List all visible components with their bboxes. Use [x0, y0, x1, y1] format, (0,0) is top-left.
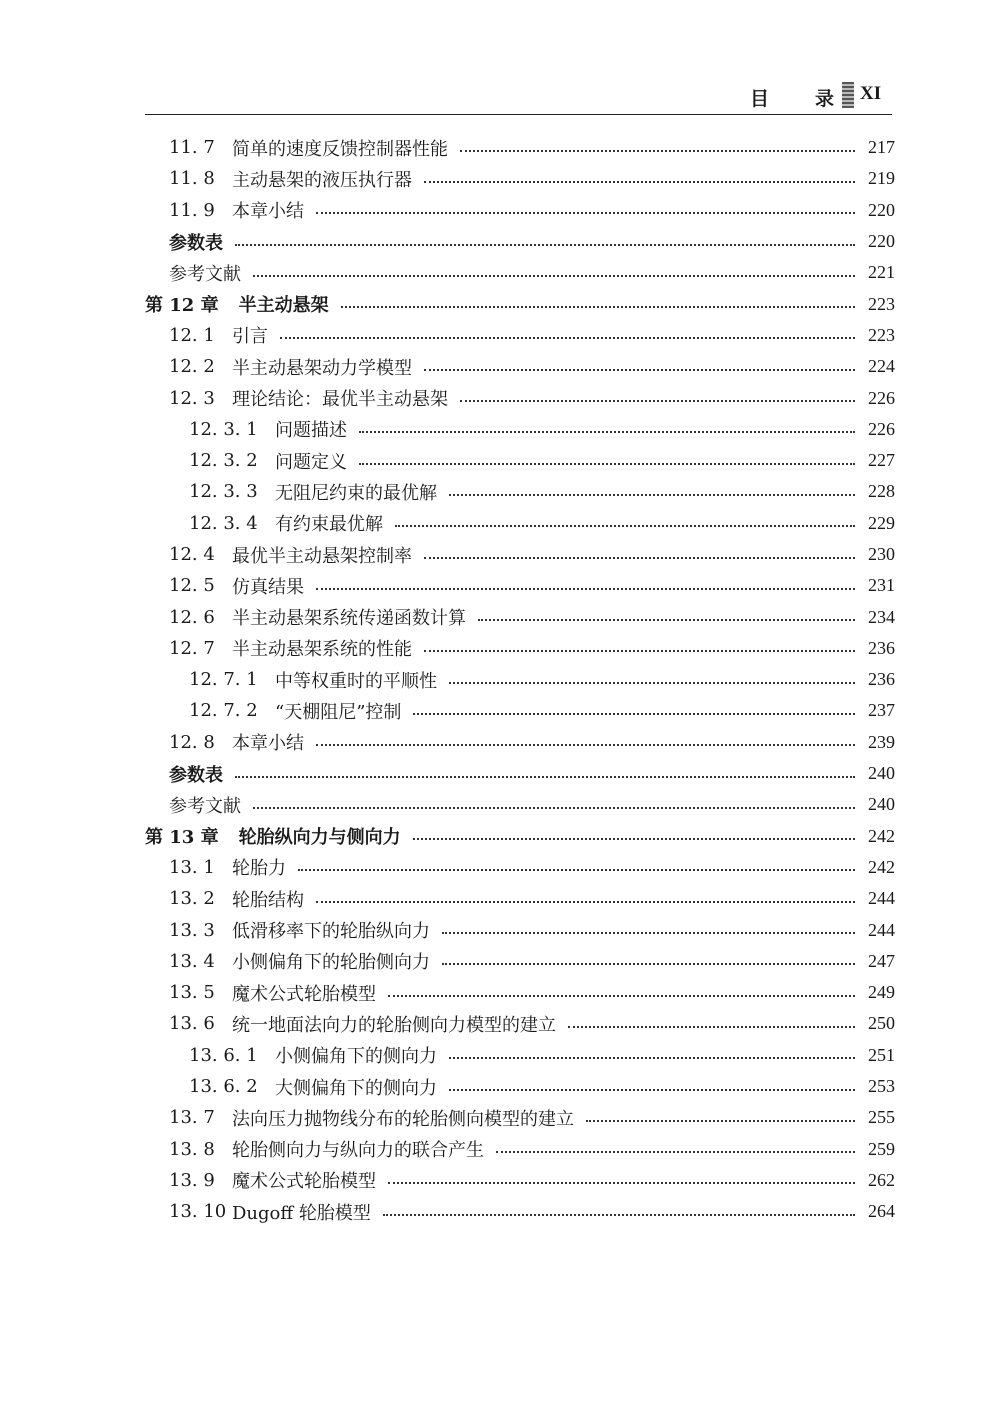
toc-entry[interactable] [145, 633, 895, 664]
toc-entry-number: 13. 8 [169, 1138, 215, 1160]
toc-entry-number: 13. 7 [169, 1107, 215, 1129]
toc-entry-page: 242 [868, 825, 895, 846]
toc-entry-title: 小侧偏角下的侧向力 [275, 1046, 437, 1068]
toc-entry-page: 231 [868, 575, 895, 596]
header-rule [145, 114, 892, 115]
toc-entry-title: 小侧偏角下的轮胎侧向力 [232, 952, 430, 974]
toc-entry-number: 12. 5 [169, 575, 215, 597]
toc-entry-title: 法向压力抛物线分布的轮胎侧向模型的建立 [232, 1108, 574, 1130]
toc-entry-page: 244 [868, 888, 895, 909]
toc-entry-page: 236 [868, 669, 895, 690]
toc-entry-page: 224 [868, 356, 895, 377]
toc-leader-dots [424, 181, 855, 183]
toc-entry-title: 大侧偏角下的侧向力 [275, 1077, 437, 1099]
toc-entry-number: 13. 2 [169, 888, 215, 910]
toc-entry-title: 半主动悬架动力学模型 [232, 357, 412, 379]
toc-entry-number: 12. 7. 1 [189, 669, 258, 691]
toc-leader-dots [460, 400, 855, 402]
toc-entry-page: 220 [868, 231, 895, 252]
toc-leader-dots [341, 306, 855, 308]
toc-entry-title: 半主动悬架系统传递函数计算 [232, 608, 466, 630]
toc-entry-title: 魔术公式轮胎模型 [232, 1171, 376, 1193]
toc-entry-title: 本章小结 [232, 201, 304, 223]
toc-entry-number: 12. 3. 2 [189, 450, 258, 472]
toc-entry-page: 226 [868, 418, 895, 439]
toc-leader-dots [316, 901, 855, 903]
toc-entry[interactable] [145, 414, 895, 445]
toc-entry-page: 249 [868, 982, 895, 1003]
table-of-contents [145, 132, 895, 1227]
toc-leader-dots [316, 588, 855, 590]
toc-entry-number: 13. 5 [169, 982, 215, 1004]
toc-entry[interactable] [145, 508, 895, 539]
toc-entry[interactable] [145, 476, 895, 507]
toc-leader-dots [424, 369, 855, 371]
toc-entry[interactable] [145, 226, 895, 257]
toc-entry-title: 最优半主动悬架控制率 [232, 545, 412, 567]
toc-leader-dots [388, 1182, 855, 1184]
toc-entry[interactable] [145, 789, 895, 820]
toc-entry-title: 中等权重时的平顺性 [275, 670, 437, 692]
toc-entry[interactable] [145, 1102, 895, 1133]
toc-leader-dots [253, 275, 855, 277]
toc-entry[interactable] [145, 351, 895, 382]
toc-leader-dots [383, 1214, 855, 1216]
toc-entry-page: 264 [868, 1201, 895, 1222]
toc-entry[interactable] [145, 664, 895, 695]
toc-entry[interactable] [145, 601, 895, 632]
toc-entry-number: 12. 7 [169, 637, 215, 659]
toc-entry-number: 12. 3. 3 [189, 481, 258, 503]
toc-entry-number: 12. 3. 4 [189, 512, 258, 534]
toc-entry-page: 253 [868, 1076, 895, 1097]
toc-leader-dots [568, 1026, 855, 1028]
toc-leader-dots [442, 963, 855, 965]
toc-entry-number: 11. 8 [169, 168, 215, 190]
toc-entry-page: 226 [868, 387, 895, 408]
toc-entry[interactable] [145, 883, 895, 914]
toc-entry[interactable] [145, 758, 895, 789]
toc-entry-page: 262 [868, 1169, 895, 1190]
toc-entry-title: 轮胎侧向力与纵向力的联合产生 [232, 1140, 484, 1162]
toc-entry[interactable] [145, 977, 895, 1008]
toc-entry-page: 240 [868, 794, 895, 815]
toc-entry-title: 半主动悬架系统的性能 [232, 639, 412, 661]
toc-leader-dots [316, 744, 855, 746]
toc-entry[interactable] [145, 1134, 895, 1165]
toc-entry-title: 无阻尼约束的最优解 [275, 482, 437, 504]
toc-leader-dots [442, 932, 855, 934]
toc-leader-dots [478, 619, 855, 621]
toc-entry-page: 242 [868, 856, 895, 877]
toc-entry-number: 第 13 章 [145, 827, 219, 849]
toc-entry-page: 240 [868, 763, 895, 784]
toc-entry-title: 参数表 [169, 764, 223, 786]
toc-entry-page: 220 [868, 199, 895, 220]
toc-entry[interactable] [145, 727, 895, 758]
toc-leader-dots [235, 244, 855, 246]
toc-entry-page: 259 [868, 1138, 895, 1159]
toc-entry[interactable] [145, 539, 895, 570]
toc-entry-page: 244 [868, 919, 895, 940]
toc-entry-page: 247 [868, 950, 895, 971]
toc-entry-title: 魔术公式轮胎模型 [232, 983, 376, 1005]
toc-leader-dots [359, 463, 855, 465]
toc-entry-number: 12. 2 [169, 356, 215, 378]
toc-entry[interactable] [145, 914, 895, 945]
toc-leader-dots [460, 150, 855, 152]
toc-chapter-entry[interactable] [145, 288, 895, 319]
toc-entry-title: 轮胎力 [232, 858, 286, 880]
toc-entry-title: Dugoff 轮胎模型 [232, 1202, 371, 1224]
header-title-char-1: 目 [750, 88, 770, 110]
toc-entry-title: 参考文献 [169, 263, 241, 285]
toc-entry-title: 半主动悬架 [238, 295, 329, 317]
toc-entry-number: 11. 7 [169, 137, 215, 159]
toc-entry-number: 13. 6. 2 [189, 1076, 258, 1098]
toc-entry-title: 问题描述 [275, 420, 347, 442]
toc-entry[interactable] [145, 1071, 895, 1102]
toc-entry-number: 13. 3 [169, 919, 215, 941]
toc-entry-number: 12. 7. 2 [189, 700, 258, 722]
toc-leader-dots [449, 1057, 855, 1059]
toc-entry-page: 221 [868, 262, 895, 283]
toc-entry-number: 12. 3 [169, 387, 215, 409]
toc-chapter-entry[interactable] [145, 821, 895, 852]
toc-entry-title: 参数表 [169, 232, 223, 254]
toc-leader-dots [235, 776, 855, 778]
toc-entry-number: 第 12 章 [145, 295, 219, 317]
toc-leader-dots [253, 807, 855, 809]
toc-entry-number: 11. 9 [169, 199, 215, 221]
toc-leader-dots [359, 431, 855, 433]
toc-entry-title: 主动悬架的液压执行器 [232, 169, 412, 191]
toc-leader-dots [586, 1120, 855, 1122]
toc-leader-dots [280, 337, 855, 339]
toc-entry-number: 13. 9 [169, 1169, 215, 1191]
toc-entry-page: 223 [868, 293, 895, 314]
header-page-number: XI [860, 83, 882, 104]
toc-entry-title: 有约束最优解 [275, 514, 383, 536]
toc-entry[interactable] [145, 257, 895, 288]
toc-entry[interactable] [145, 1008, 895, 1039]
toc-entry-page: 217 [868, 137, 895, 158]
toc-entry[interactable] [145, 1165, 895, 1196]
toc-entry-page: 234 [868, 606, 895, 627]
page-header [145, 78, 892, 114]
toc-entry-title: 本章小结 [232, 733, 304, 755]
toc-entry-title: 问题定义 [275, 451, 347, 473]
toc-entry-page: 250 [868, 1013, 895, 1034]
toc-entry-number: 13. 4 [169, 950, 215, 972]
toc-entry-title: “天棚阻尼”控制 [275, 701, 402, 723]
toc-entry[interactable] [145, 163, 895, 194]
toc-entry[interactable] [145, 382, 895, 413]
toc-entry-page: 219 [868, 168, 895, 189]
toc-entry-number: 13. 1 [169, 856, 215, 878]
toc-entry-page: 229 [868, 512, 895, 533]
toc-entry-number: 13. 6. 1 [189, 1044, 258, 1066]
toc-leader-dots [449, 494, 855, 496]
toc-entry[interactable] [145, 320, 895, 351]
toc-entry[interactable] [145, 1196, 895, 1227]
toc-entry-number: 12. 3. 1 [189, 418, 258, 440]
toc-entry[interactable] [145, 946, 895, 977]
toc-entry-number: 12. 4 [169, 544, 215, 565]
toc-entry-title: 轮胎纵向力与侧向力 [238, 827, 401, 849]
toc-entry[interactable] [145, 695, 895, 726]
toc-leader-dots [424, 650, 855, 652]
toc-entry-number: 12. 1 [169, 324, 215, 346]
toc-entry-title: 仿真结果 [232, 576, 304, 598]
toc-entry[interactable] [145, 570, 895, 601]
toc-entry-page: 236 [868, 637, 895, 658]
toc-entry-page: 251 [868, 1044, 895, 1065]
toc-entry-title: 统一地面法向力的轮胎侧向力模型的建立 [232, 1014, 556, 1036]
toc-leader-dots [449, 1089, 855, 1091]
toc-entry-page: 227 [868, 450, 895, 471]
toc-entry-page: 230 [868, 544, 895, 564]
toc-entry-title: 轮胎结构 [232, 889, 304, 911]
toc-entry[interactable] [145, 132, 895, 163]
toc-entry-title: 简单的速度反馈控制器性能 [232, 138, 448, 160]
toc-entry-page: 228 [868, 481, 895, 502]
toc-leader-dots [395, 525, 855, 527]
toc-entry-page: 223 [868, 324, 895, 345]
toc-entry[interactable] [145, 195, 895, 226]
toc-entry-page: 237 [868, 700, 895, 721]
toc-leader-dots [413, 713, 855, 715]
toc-entry-page: 239 [868, 731, 895, 752]
toc-entry-title: 参考文献 [169, 795, 241, 817]
toc-leader-dots [496, 1151, 855, 1153]
toc-entry-number: 13. 6 [169, 1013, 215, 1035]
toc-entry-title: 低滑移率下的轮胎纵向力 [232, 921, 430, 943]
toc-leader-dots [449, 682, 855, 684]
toc-leader-dots [424, 557, 855, 559]
toc-entry-title: 理论结论：最优半主动悬架 [232, 389, 448, 411]
toc-entry[interactable] [145, 852, 895, 883]
toc-entry-number: 13. 10 [169, 1201, 227, 1223]
toc-entry-number: 12. 6 [169, 606, 215, 628]
toc-leader-dots [413, 838, 855, 840]
toc-entry-title: 引言 [232, 326, 268, 348]
header-ornament-icon [842, 82, 854, 108]
header-title-char-2: 录 [815, 88, 835, 110]
toc-leader-dots [298, 869, 855, 871]
toc-entry[interactable] [145, 445, 895, 476]
toc-entry-number: 12. 8 [169, 731, 215, 753]
toc-leader-dots [388, 995, 855, 997]
toc-leader-dots [316, 212, 855, 214]
toc-entry-page: 255 [868, 1107, 895, 1128]
toc-entry[interactable] [145, 1040, 895, 1071]
